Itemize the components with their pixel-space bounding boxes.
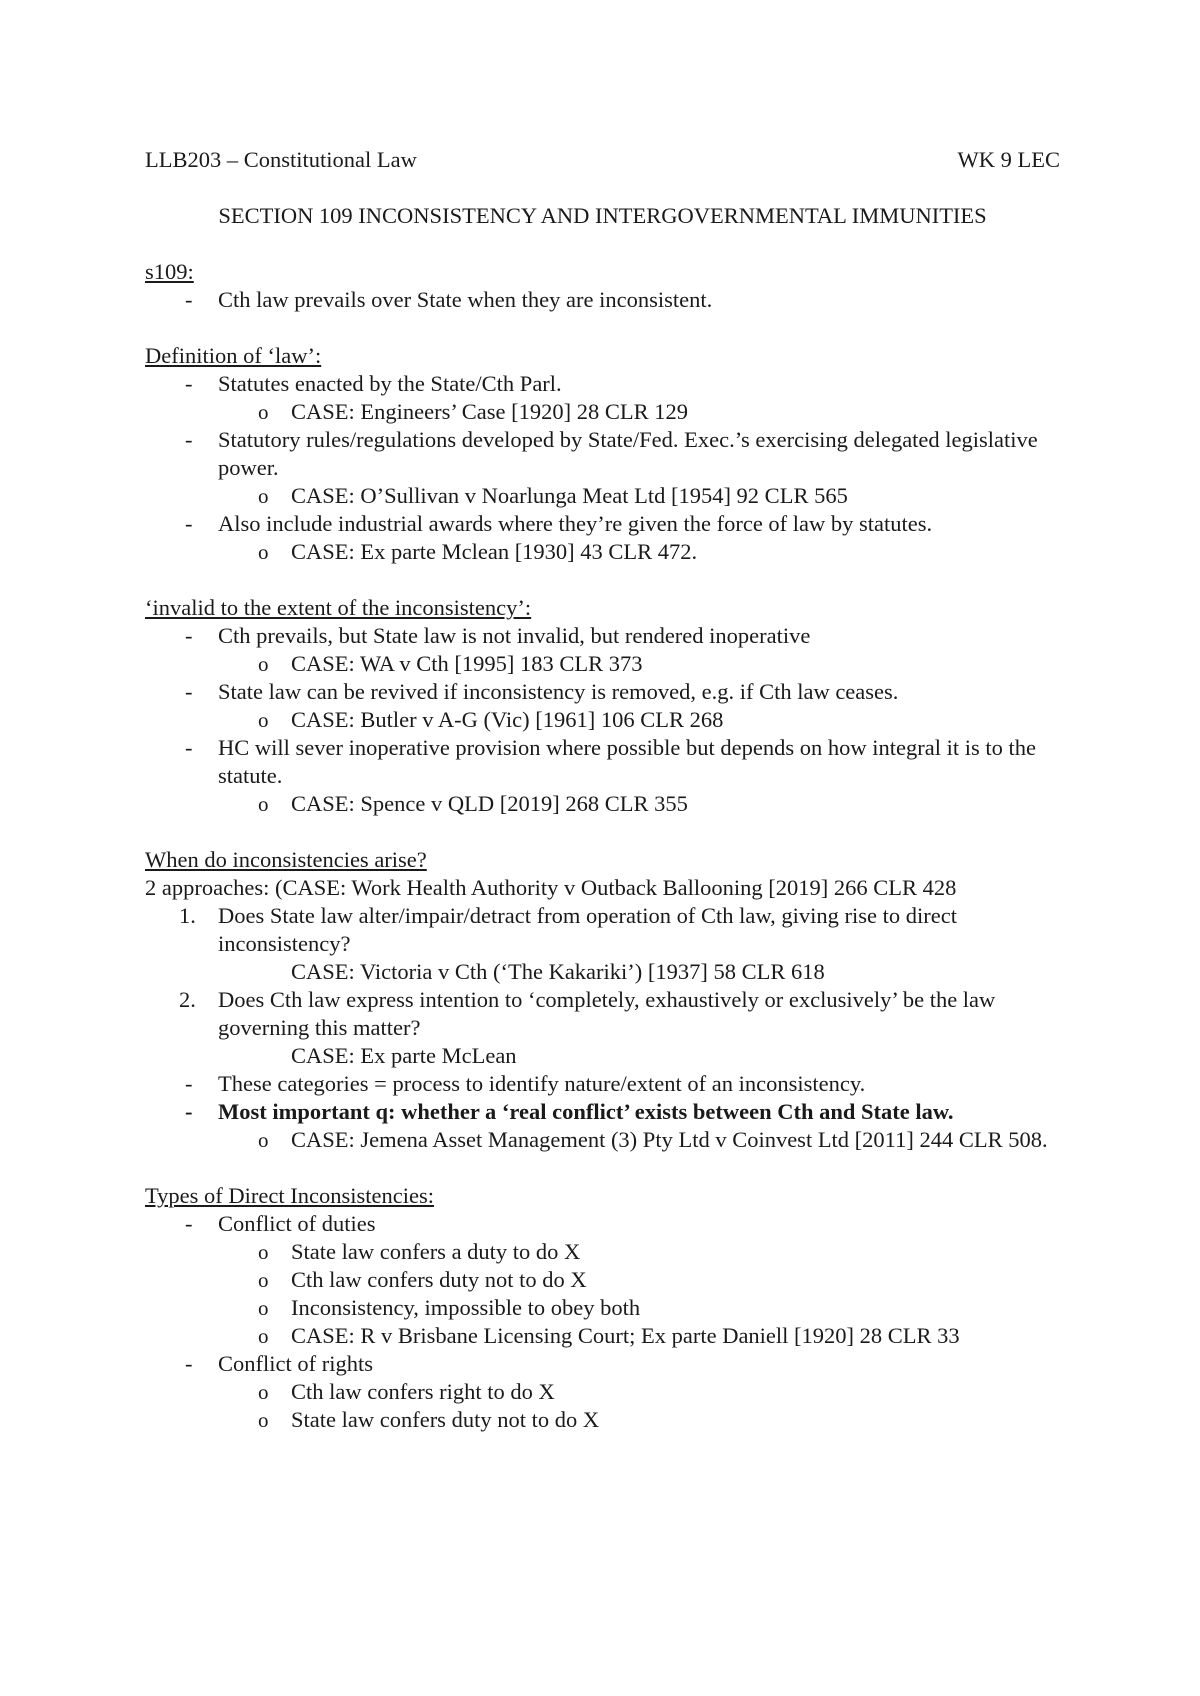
list-item-text: State law can be revived if inconsistency is removed, e.g. if Cth law ceases. bbox=[218, 679, 899, 704]
number-marker: 2. bbox=[179, 987, 196, 1012]
sub-item-text: Cth law confers right to do X bbox=[291, 1379, 555, 1404]
section-heading: s109: bbox=[145, 259, 194, 284]
case-item bbox=[145, 790, 1060, 818]
numbered-item-text: Does State law alter/impair/detract from operation of Cth law, giving rise to direct inconsistency? bbox=[218, 903, 957, 956]
circle-bullet: o bbox=[258, 792, 269, 816]
list-item-text: Cth law prevails over State when they are inconsistent. bbox=[218, 287, 713, 312]
case-text: CASE: Butler v A-G (Vic) [1961] 106 CLR 268 bbox=[291, 707, 724, 732]
case-item bbox=[145, 398, 1060, 426]
case-text: CASE: WA v Cth [1995] 183 CLR 373 bbox=[291, 651, 643, 676]
list-item-text: Also include industrial awards where they’re given the force of law by statutes. bbox=[218, 511, 933, 536]
key-point bbox=[145, 1098, 1060, 1126]
list-item-text: Cth prevails, but State law is not invalid, but rendered inoperative bbox=[218, 623, 811, 648]
sub-item-text: State law confers duty not to do X bbox=[291, 1407, 600, 1432]
list-item bbox=[145, 622, 1060, 650]
section-definition bbox=[145, 342, 1060, 566]
section-invalid bbox=[145, 594, 1060, 818]
dash-bullet: - bbox=[185, 371, 193, 396]
case-text: CASE: Jemena Asset Management (3) Pty Ltd v Coinvest Ltd [2011] 244 CLR 508. bbox=[291, 1127, 1048, 1152]
course-title: LLB203 – Constitutional Law bbox=[145, 147, 417, 172]
list-item bbox=[145, 510, 1060, 538]
week-label: WK 9 LEC bbox=[957, 147, 1060, 172]
case-item bbox=[145, 482, 1060, 510]
approaches-intro: 2 approaches: (CASE: Work Health Authority v Outback Ballooning [2019] 266 CLR 428 bbox=[145, 875, 957, 900]
sub-item-text: Cth law confers duty not to do X bbox=[291, 1267, 587, 1292]
numbered-item bbox=[145, 902, 1060, 958]
case-item: CASE: Victoria v Cth (‘The Kakariki’) [1937] 58 CLR 618 bbox=[291, 959, 825, 984]
sub-item-text: CASE: R v Brisbane Licensing Court; Ex parte Daniell [1920] 28 CLR 33 bbox=[291, 1323, 960, 1348]
dash-bullet: - bbox=[185, 1351, 193, 1376]
dash-bullet: - bbox=[185, 427, 193, 452]
sub-item bbox=[145, 1294, 1060, 1322]
sub-item bbox=[145, 1266, 1060, 1294]
section-heading: Types of Direct Inconsistencies: bbox=[145, 1183, 434, 1208]
circle-bullet: o bbox=[258, 1240, 269, 1264]
number-marker: 1. bbox=[179, 903, 196, 928]
dash-bullet: - bbox=[185, 623, 193, 648]
sub-item bbox=[145, 1378, 1060, 1406]
circle-bullet: o bbox=[258, 400, 269, 424]
list-item bbox=[145, 1350, 1060, 1378]
sub-item bbox=[145, 1322, 1060, 1350]
circle-bullet: o bbox=[258, 1128, 269, 1152]
section-types bbox=[145, 1182, 1060, 1434]
circle-bullet: o bbox=[258, 708, 269, 732]
case-text: CASE: O’Sullivan v Noarlunga Meat Ltd [1954] 92 CLR 565 bbox=[291, 483, 848, 508]
sub-item-text: State law confers a duty to do X bbox=[291, 1239, 581, 1264]
list-item-text: Statutory rules/regulations developed by State/Fed. Exec.’s exercising delegated legislative power. bbox=[218, 427, 1038, 480]
case-item: CASE: Ex parte McLean bbox=[291, 1043, 517, 1068]
list-item-text: Conflict of rights bbox=[218, 1351, 373, 1376]
case-item bbox=[145, 706, 1060, 734]
section-s109 bbox=[145, 258, 1060, 314]
circle-bullet: o bbox=[258, 652, 269, 676]
circle-bullet: o bbox=[258, 484, 269, 508]
case-item bbox=[145, 650, 1060, 678]
page-title: SECTION 109 INCONSISTENCY AND INTERGOVERNMENTAL IMMUNITIES bbox=[218, 203, 987, 228]
dash-bullet: - bbox=[185, 1211, 193, 1236]
circle-bullet: o bbox=[258, 1380, 269, 1404]
dash-bullet: - bbox=[185, 679, 193, 704]
circle-bullet: o bbox=[258, 1268, 269, 1292]
section-heading: Definition of ‘law’: bbox=[145, 343, 322, 368]
circle-bullet: o bbox=[258, 1296, 269, 1320]
dash-bullet: - bbox=[185, 1071, 193, 1096]
dash-bullet: - bbox=[185, 511, 193, 536]
list-item bbox=[145, 1070, 1060, 1098]
list-item bbox=[145, 426, 1060, 482]
case-text: CASE: Ex parte Mclean [1930] 43 CLR 472. bbox=[291, 539, 698, 564]
dash-bullet: - bbox=[185, 287, 193, 312]
document-page bbox=[145, 146, 1060, 1434]
list-item bbox=[145, 370, 1060, 398]
circle-bullet: o bbox=[258, 540, 269, 564]
list-item bbox=[145, 1210, 1060, 1238]
list-item bbox=[145, 734, 1060, 790]
numbered-item-text: Does Cth law express intention to ‘completely, exhaustively or exclusively’ be the law governing this matter? bbox=[218, 987, 996, 1040]
case-item bbox=[145, 538, 1060, 566]
case-text: CASE: Engineers’ Case [1920] 28 CLR 129 bbox=[291, 399, 689, 424]
numbered-item bbox=[145, 986, 1060, 1042]
document-header bbox=[145, 146, 1060, 174]
dash-bullet: - bbox=[185, 735, 193, 760]
key-point-text: Most important q: whether a ‘real conflict’ exists between Cth and State law. bbox=[218, 1099, 954, 1124]
sub-item bbox=[145, 1406, 1060, 1434]
list-item-text: These categories = process to identify nature/extent of an inconsistency. bbox=[218, 1071, 866, 1096]
dash-bullet: - bbox=[185, 1099, 193, 1124]
list-item-text: Conflict of duties bbox=[218, 1211, 376, 1236]
list-item bbox=[145, 286, 1060, 314]
circle-bullet: o bbox=[258, 1324, 269, 1348]
section-when bbox=[145, 846, 1060, 1154]
sub-item-text: Inconsistency, impossible to obey both bbox=[291, 1295, 641, 1320]
section-heading: When do inconsistencies arise? bbox=[145, 847, 427, 872]
sub-item bbox=[145, 1238, 1060, 1266]
section-heading: ‘invalid to the extent of the inconsistency’: bbox=[145, 595, 532, 620]
list-item bbox=[145, 678, 1060, 706]
list-item-text: HC will sever inoperative provision where possible but depends on how integral it is to the statute. bbox=[218, 735, 1036, 788]
case-text: CASE: Spence v QLD [2019] 268 CLR 355 bbox=[291, 791, 688, 816]
list-item-text: Statutes enacted by the State/Cth Parl. bbox=[218, 371, 562, 396]
case-item bbox=[145, 1126, 1060, 1154]
circle-bullet: o bbox=[258, 1408, 269, 1432]
